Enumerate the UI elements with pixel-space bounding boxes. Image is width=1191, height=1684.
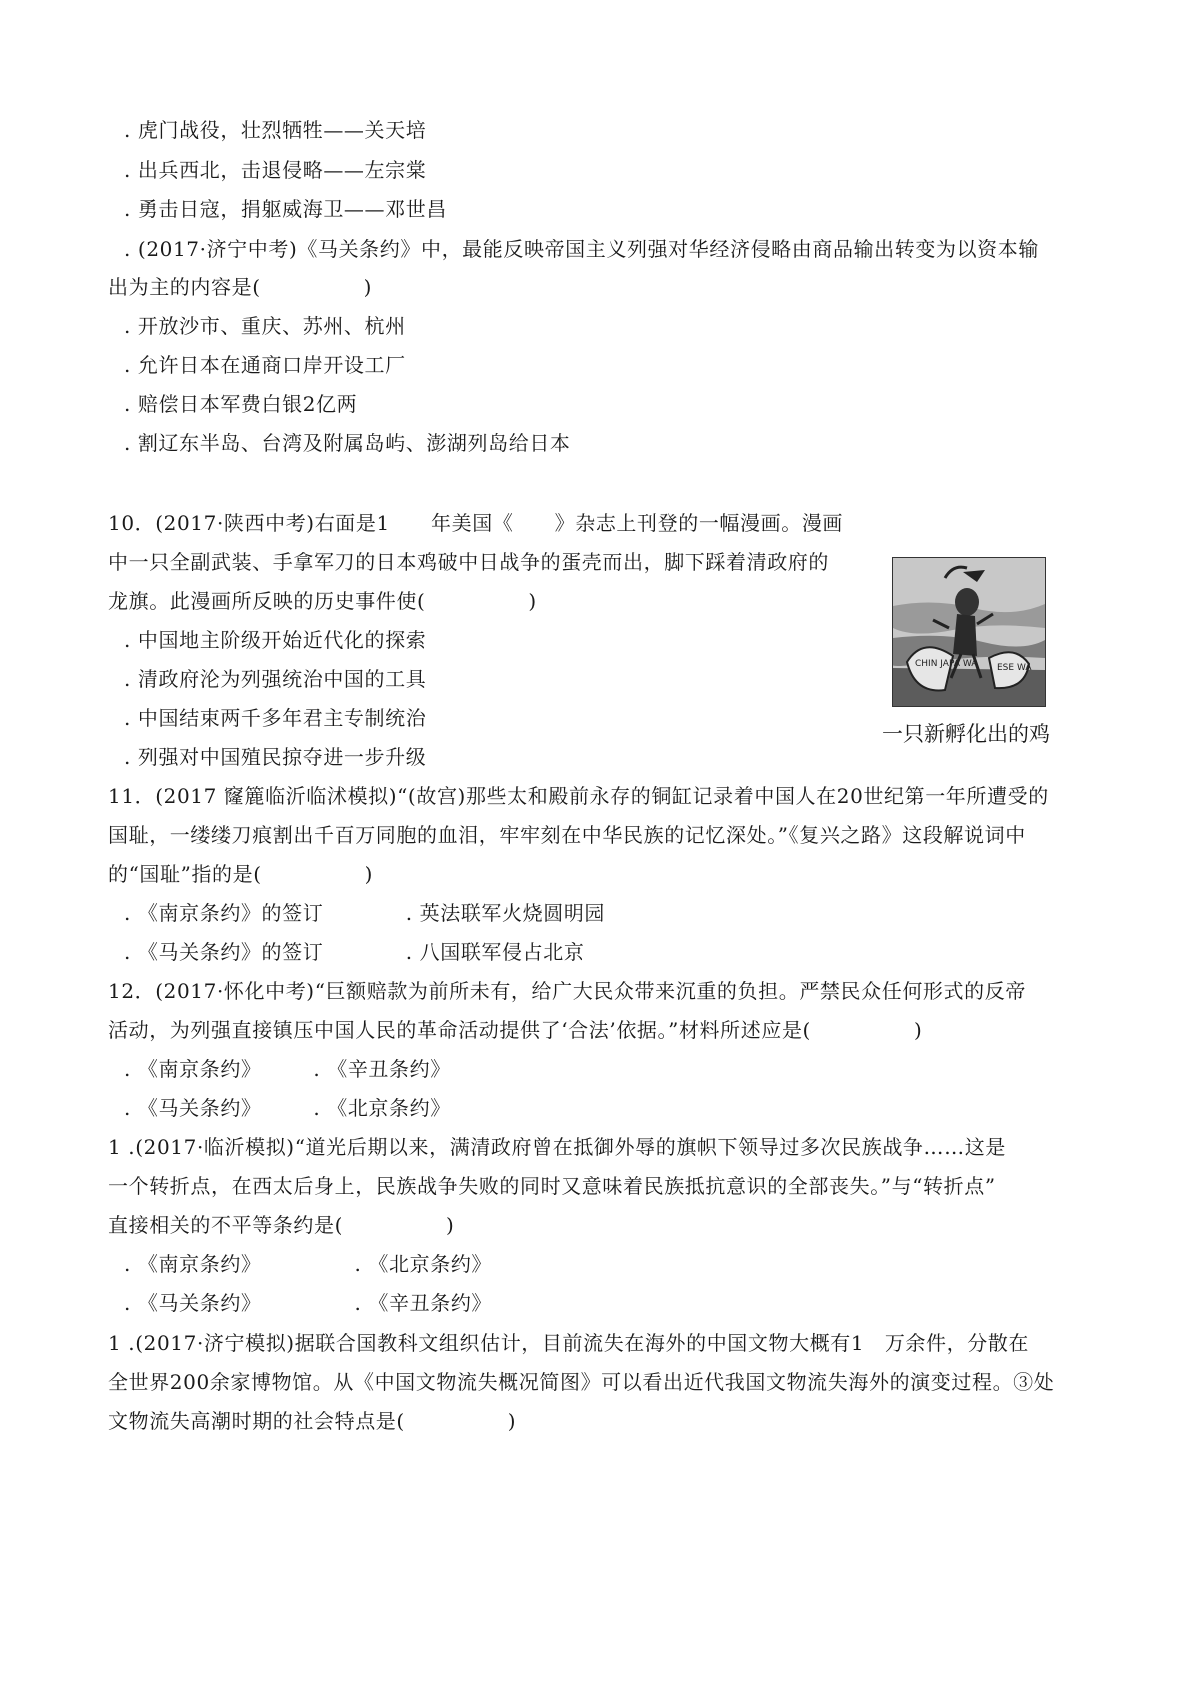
text-line: . 列强对中国殖民掠夺进一步升级 xyxy=(124,745,427,769)
text-line: . 开放沙市、重庆、苏州、杭州 xyxy=(124,314,406,338)
text-line: 全世界200余家博物馆。从《中国文物流失概况简图》可以看出近代我国文物流失海外的演变过程。③处 xyxy=(108,1370,1055,1394)
text-line: 出为主的内容是( ) xyxy=(108,275,373,299)
text-line: . 《马关条约》 . 《北京条约》 xyxy=(124,1096,451,1120)
text-line: 12．(2017·怀化中考)“巨额赔款为前所未有，给广大民众带来沉重的负担。严禁民众任何形式的反帝 xyxy=(108,979,1026,1003)
text-line: . 出兵西北，击退侵略——左宗棠 xyxy=(124,158,427,182)
shell-right-label: ESE WA xyxy=(997,663,1032,673)
text-line: . 清政府沦为列强统治中国的工具 xyxy=(124,667,427,691)
text-line: . 《南京条约》的签订 . 英法联军火烧圆明园 xyxy=(124,901,606,925)
text-line: 中一只全副武装、手拿军刀的日本鸡破中日战争的蛋壳而出，脚下踩着清政府的 xyxy=(108,550,829,574)
text-line: . 中国地主阶级开始近代化的探索 xyxy=(124,628,427,652)
text-line: 龙旗。此漫画所反映的历史事件使( ) xyxy=(108,589,537,613)
cartoon-illustration xyxy=(892,557,1046,707)
text-line: . 《南京条约》 . 《辛丑条约》 xyxy=(124,1057,451,1081)
text-line: 的“国耻”指的是( ) xyxy=(108,862,374,886)
text-line: . 《南京条约》 . 《北京条约》 xyxy=(124,1252,493,1276)
text-line: 活动，为列强直接镇压中国人民的革命活动提供了‘合法’依据。”材料所述应是( ) xyxy=(108,1018,923,1042)
text-line: 文物流失高潮时期的社会特点是( ) xyxy=(108,1409,517,1433)
text-line: . (2017·济宁中考)《马关条约》中，最能反映帝国主义列强对华经济侵略由商品输出转变为以资本输 xyxy=(124,237,1039,261)
text-line: 1 .(2017·临沂模拟)“道光后期以来，满清政府曾在抵御外辱的旗帜下领导过多次民族战争……这是 xyxy=(108,1135,1006,1159)
text-line: . 中国结束两千多年君主专制统治 xyxy=(124,706,427,730)
text-line: . 赔偿日本军费白银2亿两 xyxy=(124,392,358,416)
text-line: . 《马关条约》的签订 . 八国联军侵占北京 xyxy=(124,940,585,964)
text-line: 直接相关的不平等条约是( ) xyxy=(108,1213,455,1237)
text-line: 国耻，一缕缕刀痕割出千百万同胞的血泪，牢牢刻在中华民族的记忆深处。”《复兴之路》这段解说词中 xyxy=(108,823,1026,847)
text-line: . 允许日本在通商口岸开设工厂 xyxy=(124,353,406,377)
cartoon-drawing xyxy=(893,558,1045,706)
shell-left-label: CHIN JAPA WA xyxy=(915,659,978,669)
text-line: . 割辽东半岛、台湾及附属岛屿、澎湖列岛给日本 xyxy=(124,431,571,455)
text-line: . 虎门战役，壮烈牺牲——关天培 xyxy=(124,118,427,142)
text-line: 1 .(2017·济宁模拟)据联合国教科文组织估计，目前流失在海外的中国文物大概有1 万余件，分散在 xyxy=(108,1331,1030,1355)
text-line: . 勇击日寇，捐躯威海卫——邓世昌 xyxy=(124,197,447,221)
cartoon-caption: 一只新孵化出的鸡 xyxy=(882,722,1050,746)
text-line: 一个转折点，在西太后身上，民族战争失败的同时又意味着民族抵抗意识的全部丧失。”与“转折点” xyxy=(108,1174,996,1198)
text-line: . 《马关条约》 . 《辛丑条约》 xyxy=(124,1291,493,1315)
text-line: 11．(2017 窿簏临沂临沭模拟)“(故宫)那些太和殿前永存的铜缸记录着中国人在20世纪第一年所遭受的 xyxy=(108,784,1049,808)
text-line: 10．(2017·陕西中考)右面是1 年美国《 》杂志上刊登的一幅漫画。漫画 xyxy=(108,511,844,535)
